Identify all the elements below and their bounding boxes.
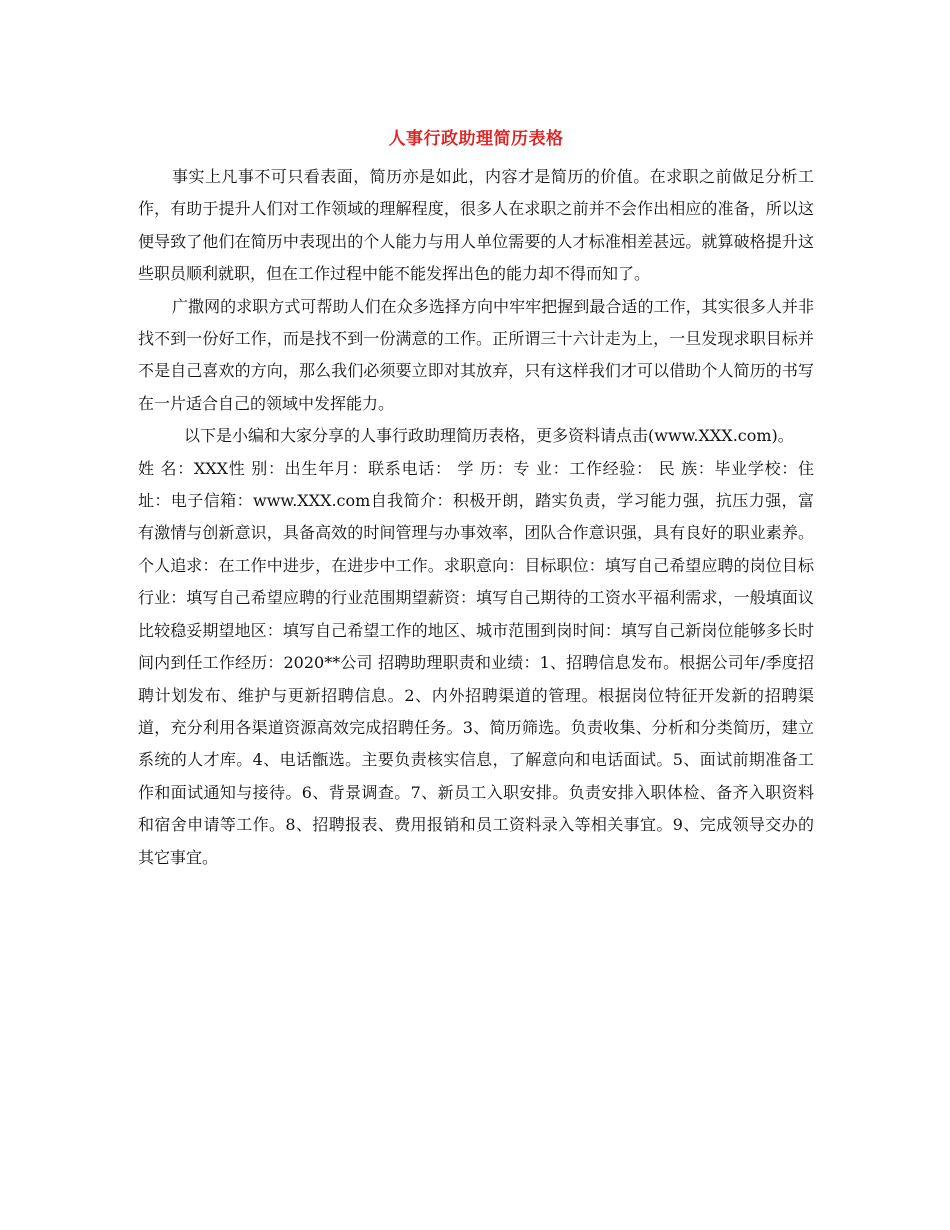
document-title: 人事行政助理简历表格 (388, 129, 564, 149)
document-body (138, 161, 814, 874)
paragraph-resume-form: 姓 名：XXX性 别：出生年月：联系电话： 学 历：专 业：工作经验： 民 族：毕业学校：住 址：电子信箱：www.XXX.com自我简介：积极开朗，踏实负责，学习能力强，抗压力强，富有激情与创新意识，具备高效的时间管理与办事效率，团队合作意识强，具有良好的职业素养。个人追求：在工作中进步，在进步中工作。求职意向：目标职位：填写自己希望应聘的岗位目标行业：填写自己希望应聘的行业范围期望薪资：填写自己期待的工资水平福利需求，一般填面议比较稳妥期望地区：填写自己希望工作的地区、城市范围到岗时间：填写自己新岗位能够多长时间内到任工作经历：2020**公司 招聘助理职责和业绩：1、招聘信息发布。根据公司年/季度招聘计划发布、维护与更新招聘信息。2、内外招聘渠道的管理。根据岗位特征开发新的招聘渠道，充分利用各渠道资源高效完成招聘任务。3、简历筛选。负责收集、分析和分类简历，建立系统的人才库。4、电话甑选。主要负责核实信息，了解意向和电话面试。5、面试前期准备工作和面试通知与接待。6、背景调查。7、新员工入职安排。负责安排入职体检、备齐入职资料和宿舍申请等工作。8、招聘报表、费用报销和员工资料录入等相关事宜。9、完成领导交办的其它事宜。 (138, 458, 814, 867)
paragraph-share-link: 以下是小编和大家分享的人事行政助理简历表格，更多资料请点击(www.XXX.com)。 (184, 426, 794, 446)
paragraph-intro: 事实上凡事不可只看表面，简历亦是如此，内容才是简历的价值。在求职之前做足分析工作，有助于提升人们对工作领域的理解程度，很多人在求职之前并不会作出相应的准备，所以这便导致了他们在简历中表现出的个人能力与用人单位需要的人才标准相差甚远。就算破格提升这些职员顺利就职，但在工作过程中能不能发挥出色的能力却不得而知了。 (138, 167, 814, 284)
paragraph-job-search: 广撒网的求职方式可帮助人们在众多选择方向中牢牢把握到最合适的工作，其实很多人并非找不到一份好工作，而是找不到一份满意的工作。正所谓三十六计走为上，一旦发现求职目标并不是自己喜欢的方向，那么我们必须要立即对其放弃，只有这样我们才可以借助个人简历的书写在一片适合自己的领域中发挥能力。 (138, 296, 814, 413)
